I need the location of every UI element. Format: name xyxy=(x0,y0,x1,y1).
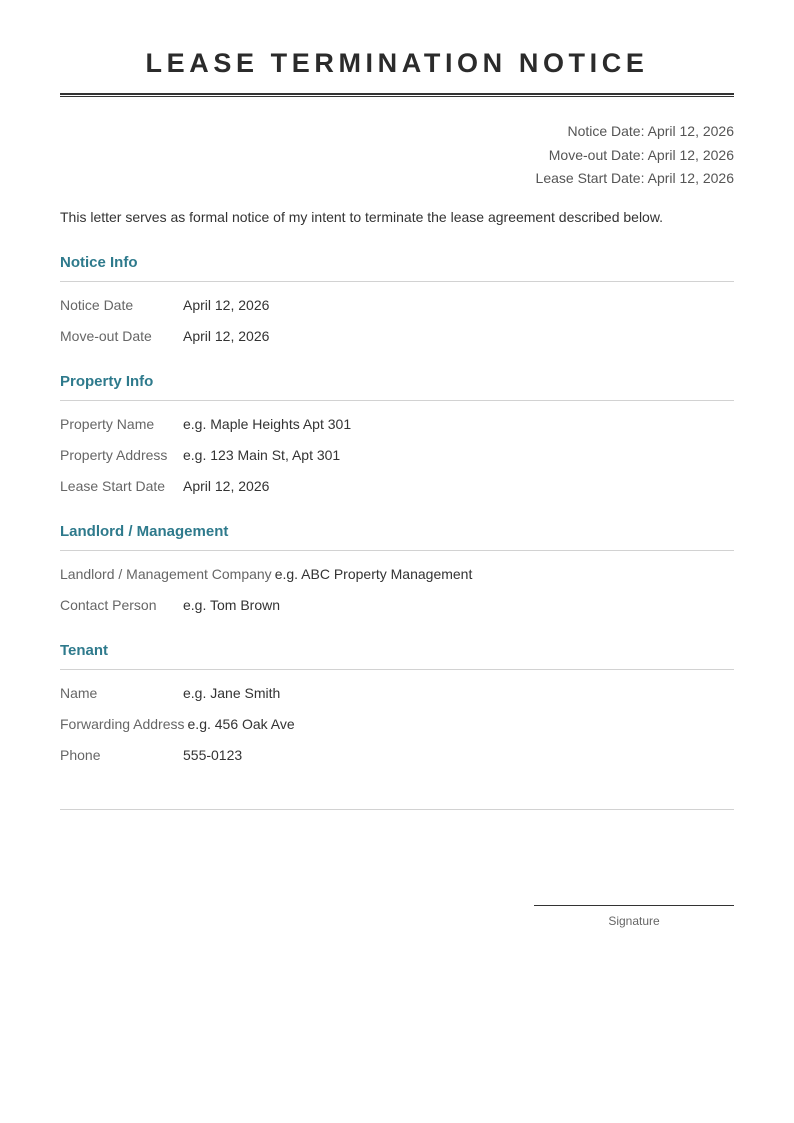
document-page xyxy=(60,0,734,771)
field-label: Lease Start Date xyxy=(60,477,166,494)
field-value: e.g. Jane Smith xyxy=(183,684,281,701)
field-value: e.g. Tom Brown xyxy=(183,596,281,613)
section-divider xyxy=(60,400,734,401)
field-value: e.g. Maple Heights Apt 301 xyxy=(183,415,352,432)
section-heading: Property Info xyxy=(60,372,154,390)
header-lease-start-date: Lease Start Date: April 12, 2026 xyxy=(535,170,734,186)
field-row xyxy=(60,321,734,352)
field-label: Property Name xyxy=(60,415,155,432)
field-label: Landlord / Management Company xyxy=(60,565,272,582)
field-value: e.g. 456 Oak Ave xyxy=(187,715,295,732)
field-value: 555-0123 xyxy=(183,746,243,763)
field-label: Name xyxy=(60,684,98,701)
field-label: Notice Date xyxy=(60,296,134,313)
field-row xyxy=(60,409,734,440)
field-row xyxy=(60,559,734,590)
field-row xyxy=(60,471,734,502)
field-label: Move-out Date xyxy=(60,327,152,344)
field-label: Forwarding Address xyxy=(60,715,185,732)
field-value: April 12, 2026 xyxy=(183,296,270,313)
section-tenant xyxy=(60,641,734,771)
section-landlord-management xyxy=(60,522,734,621)
field-value: April 12, 2026 xyxy=(183,327,270,344)
header-notice-date: Notice Date: April 12, 2026 xyxy=(567,123,734,139)
field-label: Phone xyxy=(60,746,101,763)
field-row xyxy=(60,740,734,771)
section-heading: Tenant xyxy=(60,641,109,659)
field-value: e.g. 123 Main St, Apt 301 xyxy=(183,446,341,463)
section-divider xyxy=(60,281,734,282)
closing-divider xyxy=(60,809,734,810)
field-row xyxy=(60,590,734,621)
section-property-info xyxy=(60,372,734,502)
section-notice-info xyxy=(60,253,734,352)
field-value: April 12, 2026 xyxy=(183,477,270,494)
signature-line xyxy=(534,905,734,906)
field-row xyxy=(60,440,734,471)
field-value: e.g. ABC Property Management xyxy=(274,565,473,582)
document-title: LEASE TERMINATION NOTICE xyxy=(145,48,649,78)
header-move-out-date: Move-out Date: April 12, 2026 xyxy=(548,146,734,163)
section-heading: Landlord / Management xyxy=(60,522,229,540)
section-heading: Notice Info xyxy=(60,253,138,271)
signature-caption: Signature xyxy=(608,914,660,928)
header-dates xyxy=(60,120,734,191)
intro-paragraph: This letter serves as formal notice of my intent to terminate the lease agreement described below. xyxy=(60,208,664,225)
field-row xyxy=(60,678,734,709)
field-row xyxy=(60,709,734,740)
section-divider xyxy=(60,669,734,670)
field-row xyxy=(60,290,734,321)
title-double-rule xyxy=(60,93,734,97)
section-divider xyxy=(60,550,734,551)
field-label: Property Address xyxy=(60,446,168,463)
field-label: Contact Person xyxy=(60,596,157,613)
signature-block xyxy=(534,905,734,929)
